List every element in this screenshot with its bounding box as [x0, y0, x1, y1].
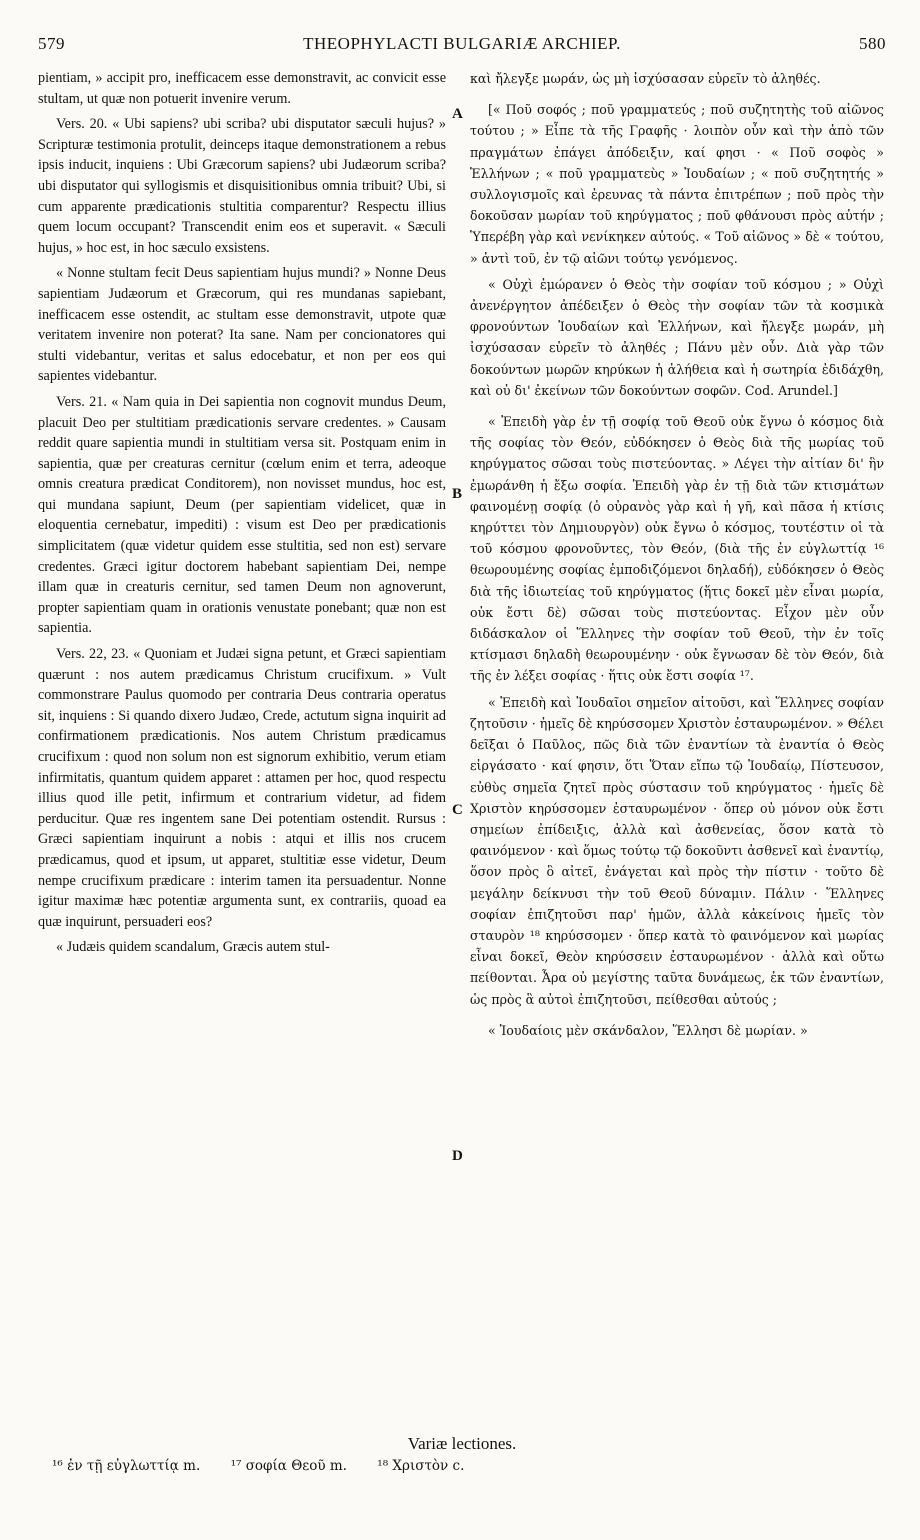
page-number-right: 580	[859, 34, 886, 53]
latin-column	[38, 68, 446, 963]
greek-column	[470, 68, 884, 1046]
greek-paragraph: καὶ ἤλεγξε μωράν, ὡς μὴ ἰσχύσασαν εὑρεῖν τὸ ἀληθές.	[470, 71, 821, 86]
margin-mark-c: C	[452, 802, 463, 818]
footnote-18: ¹⁸ Χριστὸν c.	[377, 1458, 465, 1474]
variant-readings-heading: Variæ lectiones.	[407, 1434, 517, 1453]
page	[38, 34, 886, 1524]
latin-paragraph: Vers. 20. « Ubi sapiens? ubi scriba? ubi disputator sæculi hujus? » Scripturæ testimonia protulit, deinceps itaque demonstrationem a rebus ipsis inducit, inquiens : Ubi Græcorum sapiens? ubi Judæorum scriba? ubi disputator qui syllogismis et disquisitionibus omnia tribuit? Ubi, si cum apparente prædicationis stultitia comparentur? Respectu illius quem locum occupant? Transcendit enim eos et superavit. « Sæculi hujus, » hoc est, in hoc sæculo exsistens.	[38, 116, 446, 256]
footnote-17: ¹⁷ σοφία Θεοῦ m.	[230, 1458, 347, 1474]
latin-paragraph: « Nonne stultam fecit Deus sapientiam hujus mundi? » Nonne Deus sapientiam Judæorum et Græcorum, qui res mundanas sapiebant, inefficacem esse ostendit, ac stultam esse demonstravit, utpote quæ veritatem invenire non poterat? Ita sane. Nam per concionatores qui stulti videbantur, veritas et salus edocebatur, et non per eos qui sapientes videbantur.	[38, 265, 446, 385]
latin-paragraph: pientiam, » accipit pro, inefficacem esse demonstravit, ac convicit esse stultam, ut quæ non potuerit invenire verum.	[38, 70, 446, 107]
page-number-left: 579	[38, 34, 65, 53]
running-header	[38, 34, 886, 64]
greek-paragraph: « Οὐχὶ ἐμώρανεν ὁ Θεὸς τὴν σοφίαν τοῦ κόσμου ; » Οὐχὶ ἀνενέργητον ἀπέδειξεν ὁ Θεὸς τὴν σοφίαν τῶν τὰ κοσμικὰ φρονούντων Ἰουδαίων καὶ Ἑλλήνων, καὶ ἤλεγξε μωράν, μὴ ἰσχύσασαν εὑρεῖν τὸ ἀληθές ; Πάνυ μὲν οὖν. Διὰ γὰρ τῶν δοκούντων μωρῶν κηρύκων ἡ ἀλήθεια καὶ ἡ σωτηρία ἐδιδάχθη, καὶ οὐ δι' ἐκείνων τῶν δοκούντων σοφῶν. Cod. Arundel.]	[470, 276, 884, 398]
greek-paragraph: « Ἰουδαίοις μὲν σκάνδαλον, Ἕλλησι δὲ μωρίαν. »	[488, 1022, 808, 1038]
running-title: THEOPHYLACTI BULGARIÆ ARCHIEP.	[303, 34, 621, 53]
greek-paragraph: « Ἐπειδὴ καὶ Ἰουδαῖοι σημεῖον αἰτοῦσι, καὶ Ἕλληνες σοφίαν ζητοῦσιν · ἡμεῖς δὲ κηρύσσομεν Χριστὸν ἐσταυρωμένον. » Θέλει δεῖξαι ὁ Παῦλος, πῶς διὰ τῶν ἐναντίων τὰ ἐναντία ὁ Θεὸς εἰργάσατο · καί φησιν, ὅτι Ὅταν εἴπω τῷ Ἰουδαίῳ, Πίστευσον, εὐθὺς σημεῖα ζητεῖ πρὸς σύστασιν τοῦ κηρύγματος · ἡμεῖς δὲ Χριστὸν κηρύσσομεν ἐσταυρωμένον · ὅπερ οὐ μόνον οὐκ ἔστι σημείων ἐπίδειξις, ἀλλὰ καὶ ἀσθενείας, ὅσον κατὰ τὸ φαινόμενον · καὶ ὅμως τούτῳ τῷ δοκοῦντι ἀσθενεῖ καὶ ἐναντίῳ, ὅσον πρὸς ὃ αἰτεῖ, ἐνάγεται καὶ πρὸς τὴν πίστιν · τοῦτο δὲ μεγάλην δείκνυσι τὴν τοῦ Θεοῦ δύναμιν. Πάλιν · Ἕλληνες σοφίαν ἐπιζητοῦσι παρ' ἡμῶν, ἀλλὰ κἀκείνοις ἡμεῖς τὸν σταυρὸν ¹⁸ κηρύσσομεν · ὅπερ κατὰ τὸ φαινόμενον καὶ μωρίας εἶναι δοκεῖ, Θεὸν κηρύσσειν ἐσταυρωμένον · ἀλλὰ καὶ οὕτω πείθονται. Ἆρα οὐ μεγίστης ταῦτα δυνάμεως, ἐκ τῶν ἐναντίων, ὡς πρὸς ἃ αὐτοὶ ἐπιζητοῦσι, πείθεσθαι αὐτούς ;	[470, 694, 884, 1007]
greek-paragraph: [« Ποῦ σοφός ; ποῦ γραμματεύς ; ποῦ συζητητὴς τοῦ αἰῶνος τούτου ; » Εἶπε τὰ τῆς Γραφῆς · λοιπὸν οὖν καὶ τὴν ἀπὸ τῶν πραγμάτων ἐπάγει ἀπόδειξιν, καί φησι · « Ποῦ σοφὸς » Ἑλλήνων ; « ποῦ γραμματεὺς » Ἰουδαίων ; « ποῦ συζητητής » συλλογισμοῖς καὶ ἐρευνας τὰ πάντα ἐπιτρέπων ; ποῦ πρὸς τὴν δοκοῦσαν μωρίαν τοῦ κηρύγματος ; ποῦ φθάνουσι πρὸς αὐτήν ; Ὑπερέβη γὰρ καὶ νενίκηκεν αὐτούς. « Τοῦ αἰῶνος » δὲ « τούτου, » ἀντὶ τοῦ, ἐν τῷ αἰῶνι τούτῳ γενόμενος.	[470, 102, 884, 266]
footnotes	[38, 1434, 886, 1474]
latin-paragraph: « Judæis quidem scandalum, Græcis autem stul-	[56, 939, 330, 956]
latin-paragraph: Vers. 22, 23. « Quoniam et Judæi signa petunt, et Græci sapientiam quærunt : nos autem prædicamus Christum crucifixum. » Vult commonstrare Paulus quomodo per contraria Deus contraria operatus sit, inquiens : Si quando dixero Judæo, Crede, actutum signa inquirit ad confirmationem prædicationis. Nos autem Christum prædicamus crucifixum : quod non solum non est signorum exhibitio, verum etiam infirmitatis, quantum quidem apparet : attamen per hoc, quod respectu illius quod ille petit, infirmum et contrarium videtur, ad fidem perducitur. Quæ res ingentem sane Dei potentiam ostendit. Rursus : Græci sapientiam inquirunt a nobis : atqui et illis nos crucem prædicamus, quod et ipsum, ut apparet, stultitiæ esse videtur, Deum nempe crucifixum prædicare : interim tamen ita persuadentur. Nonne igitur maximæ hæc potentiæ argumenta sunt, ex contrariis, quoad ea quæ inquirunt, persuaderi eos?	[38, 646, 446, 930]
margin-mark-a: A	[452, 106, 463, 122]
latin-paragraph: Vers. 21. « Nam quia in Dei sapientia non cognovit mundus Deum, placuit Deo per stultitiam prædicationis servare credentes. » Causam reddit quare sapientia mundi in stultitiam versa sit. Postquam enim in sapientia, quæ per creaturas cernitur (cœlum enim et terra, adeoque omnis creatura prædicat Conditorem), non novisset mundus, hoc est, qui mundana sapiunt, Deum (per sapientiam videlicet, quæ in eloquentia cernebatur, impediti) : visum est Deo per prædicationis simplicitatem (quæ videtur quidem esse stultitia, sed non est) servare credentes. Græci igitur doctorem habebant sapientiam Dei, nempe illam quæ in creaturis cernitur, sed tamen Deum non agnoverunt, propter sapientiam quam in orationis venustate ponebant; quæ non est sapientia.	[38, 393, 446, 637]
variant-readings-list	[38, 1458, 886, 1474]
margin-marks	[446, 68, 470, 1434]
margin-mark-d: D	[452, 1148, 463, 1164]
footnote-16: ¹⁶ ἐν τῇ εὐγλωττίᾳ m.	[52, 1458, 201, 1474]
margin-mark-b: B	[452, 486, 463, 502]
greek-paragraph: « Ἐπειδὴ γὰρ ἐν τῇ σοφίᾳ τοῦ Θεοῦ οὐκ ἔγνω ὁ κόσμος διὰ τῆς σοφίας τὸν Θεόν, εὐδόκησεν ὁ Θεὸς διὰ τῆς μωρίας τοῦ κηρύγματος σῶσαι τοὺς πιστεύοντας. » Λέγει τὴν αἰτίαν δι' ἣν ἐμωράνθη ἡ ἔξω σοφία. Ἐπειδὴ γὰρ ἐν τῇ διὰ τῶν κτισμάτων φαινομένῃ σοφίᾳ (ὁ οὐρανὸς γὰρ καὶ ἡ γῆ, καὶ πᾶσα ἡ κτίσις κηρύττει τὸν Δημιουργὸν) οὐκ ἔγνω ὁ κόσμος, τουτέστιν οἱ τὰ τοῦ κόσμου φρονοῦντες, τὸν Θεόν, (διὰ τῆς ἐν εὐγλωττίᾳ ¹⁶ θεωρουμένης σοφίας ἐμποδιζόμενοι δηλαδή), εὐδόκησεν ὁ Θεὸς διὰ τῆς ἰδιωτείας τοῦ κηρύγματος (ἥτις δοκεῖ μὲν εἶναι μωρία, οὐκ ἔστι δὲ) σῶσαι τοὺς πιστεύοντας. Εἶχον μὲν οὖν διδάσκαλον οἱ Ἕλληνες τὴν σοφίαν τοῦ Θεοῦ, τὴν ἐν τοῖς κτίσμασι δηλαδὴ θεωρουμένην · οὐκ ἔγνωσαν δὲ τὸν Θεόν, διὰ τῆς ἐν λέξει σοφίας · ἥτις οὐκ ἔστι σοφία ¹⁷.	[470, 414, 884, 684]
